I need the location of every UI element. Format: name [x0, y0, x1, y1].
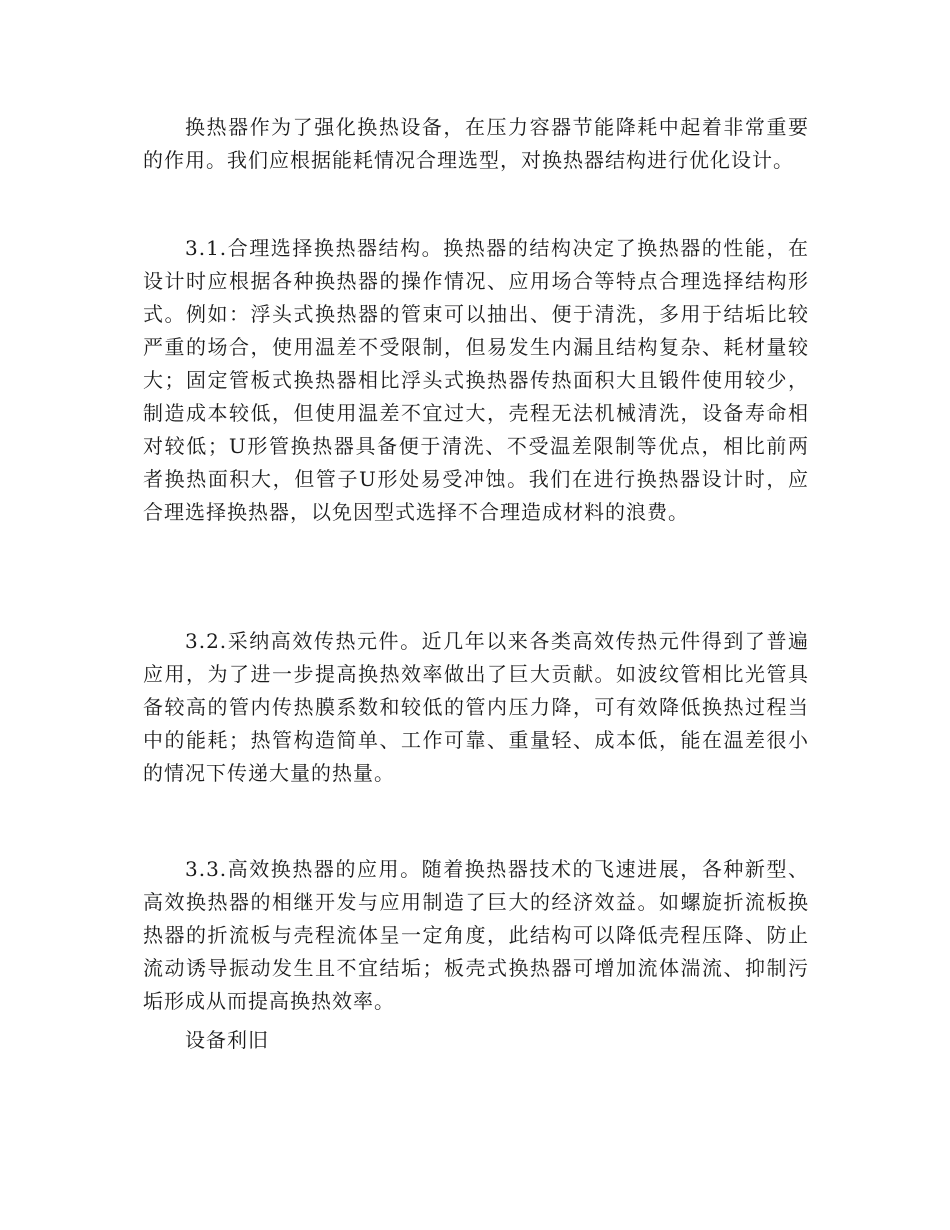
paragraph-intro: 换热器作为了强化换热设备，在压力容器节能降耗中起着非常重要的作用。我们应根据能耗情况合理选型，对换热器结构进行优化设计。 [143, 115, 809, 172]
paragraph-equipment-reuse: 设备利旧 [185, 1028, 269, 1052]
paragraph-section-3-3: 3.3.高效换热器的应用。随着换热器技术的飞速进展，各种新型、高效换热器的相继开发与应用制造了巨大的经济效益。如螺旋折流板换热器的折流板与壳程流体呈一定角度，此结构可以降低壳程压降、防止流动诱导振动发生且不宜结垢；板壳式换热器可增加流体湍流、抑制污垢形成从而提高换热效率。 [143, 857, 809, 1013]
paragraph-section-3-2: 3.2.采纳高效传热元件。近几年以来各类高效传热元件得到了普遍应用，为了进一步提高换热效率做出了巨大贡献。如波纹管相比光管具备较高的管内传热膜系数和较低的管内压力降，可有效降低换热过程当中的能耗；热管构造简单、工作可靠、重量轻、成本低，能在温差很小的情况下传递大量的热量。 [143, 629, 809, 785]
paragraph-section-3-1: 3.1.合理选择换热器结构。换热器的结构决定了换热器的性能，在设计时应根据各种换热器的操作情况、应用场合等特点合理选择结构形式。例如：浮头式换热器的管束可以抽出、便于清洗，多用于结垢比较严重的场合，使用温差不受限制，但易发生内漏且结构复杂、耗材量较大；固定管板式换热器相比浮头式换热器传热面积大且锻件使用较少，制造成本较低，但使用温差不宜过大，壳程无法机械清洗，设备寿命相对较低；U形管换热器具备便于清洗、不受温差限制等优点，相比前两者换热面积大，但管子U形处易受冲蚀。我们在进行换热器设计时，应合理选择换热器，以免因型式选择不合理造成材料的浪费。 [143, 236, 809, 524]
